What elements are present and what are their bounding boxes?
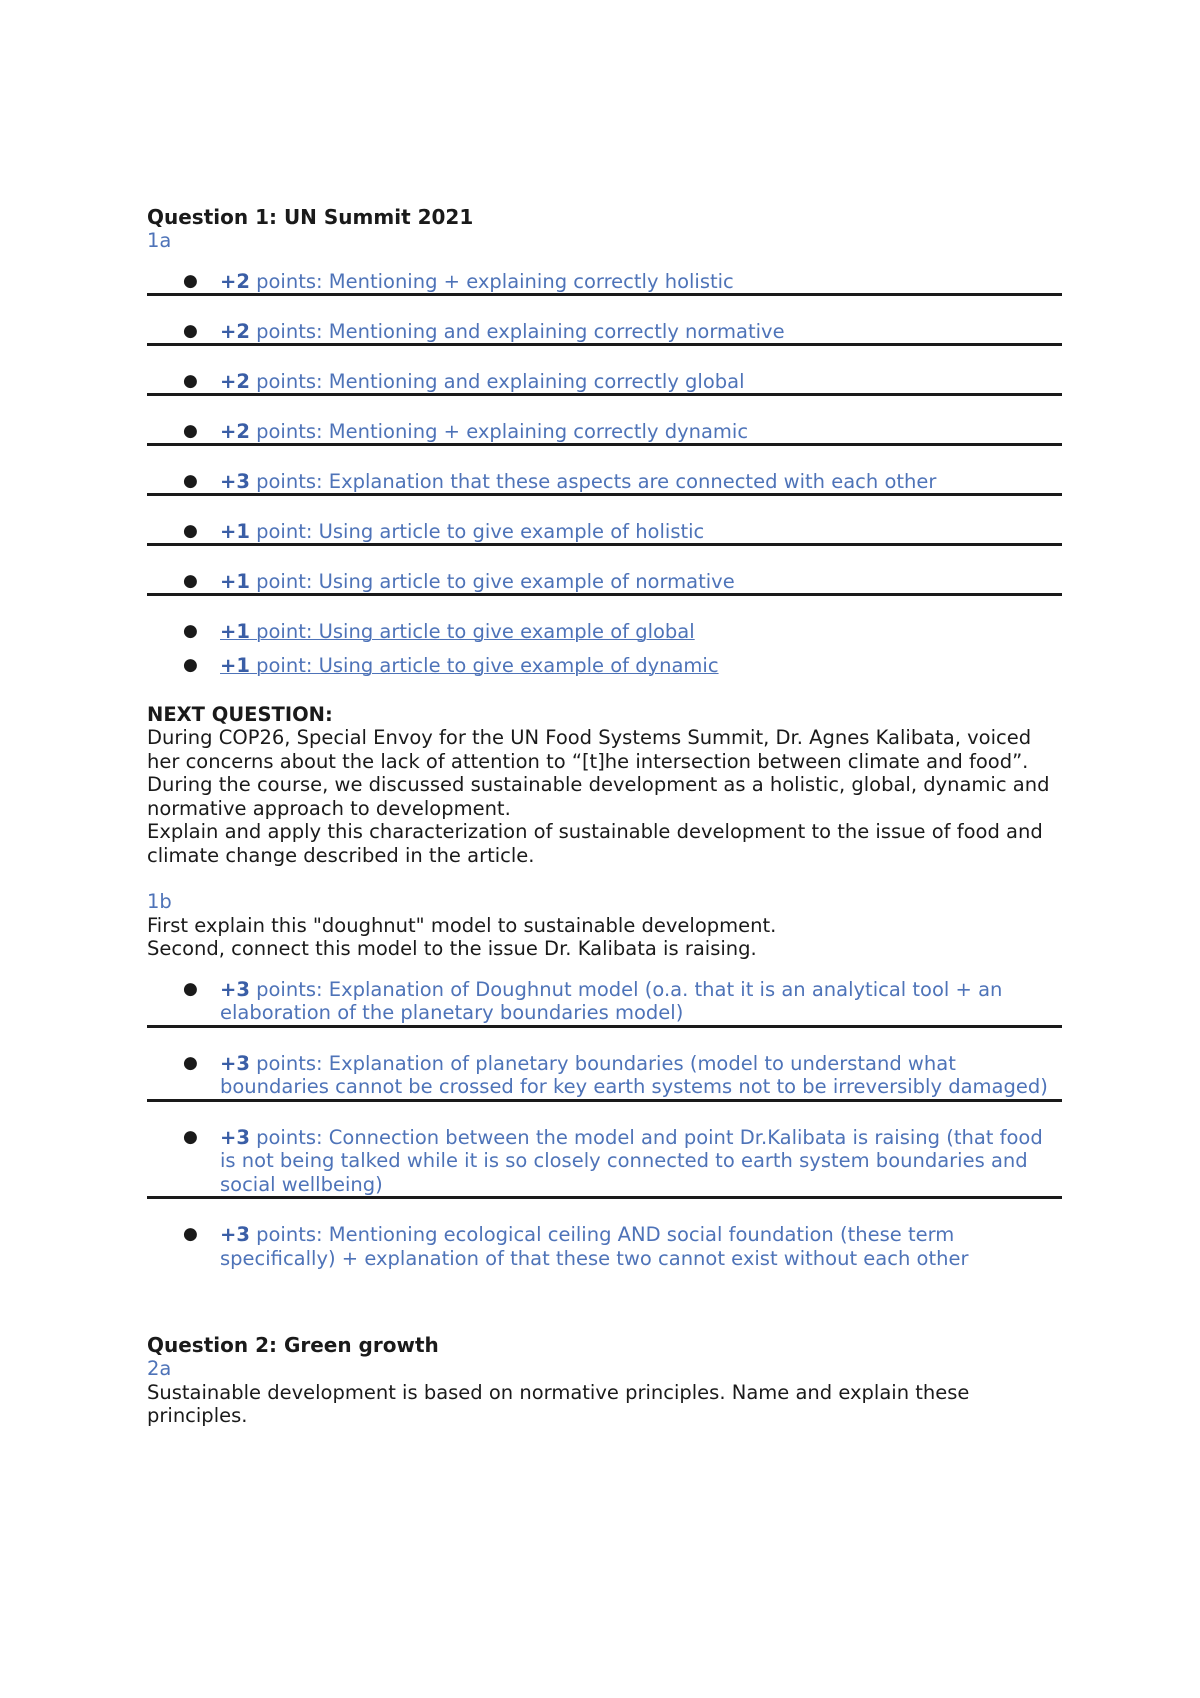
next-question-paragraph: During the course, we discussed sustainable development as a holistic, global, dynamic and normative approach to development. [147, 773, 1050, 820]
criterion-item [147, 320, 1062, 346]
criterion-item [147, 520, 1062, 546]
criterion-item [147, 654, 1062, 677]
criterion-item [147, 370, 1062, 396]
subquestion-1b-paragraph: Second, connect this model to the issue Dr. Kalibata is raising. [147, 937, 757, 960]
bullet-icon: ● [183, 420, 198, 441]
bullet-icon: ● [183, 570, 198, 591]
criterion-points: +1 [220, 569, 250, 593]
criterion-item [147, 1223, 1062, 1270]
question-1-title: Question 1: UN Summit 2021 [147, 205, 474, 229]
subquestion-1b-paragraph: First explain this "doughnut" model to sustainable development. [147, 913, 777, 937]
bullet-icon: ● [183, 1224, 198, 1244]
criterion-text: points: Explanation that these aspects are connected with each other [249, 469, 937, 493]
criterion-text: point: Using article to give example of global [249, 619, 695, 643]
criterion-text: points: Mentioning + explaining correctly dynamic [249, 419, 749, 443]
criterion-points: +1 [220, 619, 250, 643]
criterion-text: point: Using article to give example of dynamic [249, 653, 719, 677]
criterion-text: points: Mentioning and explaining correctly global [249, 369, 745, 393]
bullet-icon: ● [183, 270, 198, 291]
criterion-item [147, 470, 1062, 496]
subquestion-1a-label: 1a [147, 229, 172, 252]
criterion-points: +2 [220, 319, 250, 343]
question-2-title: Question 2: Green growth [147, 1333, 439, 1357]
bullet-icon: ● [183, 470, 198, 491]
subquestion-1b-label: 1b [147, 890, 172, 913]
document-page [147, 205, 1062, 1428]
criterion-points: +3 [220, 1125, 250, 1149]
criterion-item [147, 978, 1062, 1028]
bullet-icon: ● [183, 978, 198, 999]
criterion-text: point: Using article to give example of normative [249, 569, 735, 593]
criterion-text: points: Connection between the model and point Dr.Kalibata is raising (that food is not being talked while it is so closely connected to earth system boundaries and social wellbeing) [220, 1125, 1043, 1196]
criterion-points: +2 [220, 419, 250, 443]
criteria-list-1b [147, 978, 1062, 1271]
bullet-icon: ● [183, 520, 198, 541]
criterion-item [147, 270, 1062, 296]
criterion-points: +3 [220, 1051, 250, 1075]
next-question-paragraph: Explain and apply this characterization of sustainable development to the issue of food and climate change described in the article. [147, 820, 1043, 867]
criteria-list-1a [147, 270, 1062, 677]
criterion-text: points: Mentioning + explaining correctly holistic [249, 269, 734, 293]
criterion-item [147, 1052, 1062, 1102]
criterion-text: points: Explanation of Doughnut model (o.a. that it is an analytical tool + an elaboration of the planetary boundaries model) [220, 977, 1003, 1024]
criterion-points: +2 [220, 269, 250, 293]
criterion-text: points: Mentioning ecological ceiling AND social foundation (these term specifically) + explanation of that these two cannot exist without each other [220, 1223, 969, 1270]
criterion-text: points: Explanation of planetary boundaries (model to understand what boundaries cannot be crossed for key earth systems not to be irreversibly damaged) [220, 1051, 1048, 1098]
criterion-points: +3 [220, 1223, 250, 1246]
subquestion-2a-paragraph: Sustainable development is based on normative principles. Name and explain these principles. [147, 1380, 970, 1427]
next-question-paragraph: During COP26, Special Envoy for the UN Food Systems Summit, Dr. Agnes Kalibata, voiced her concerns about the lack of attention to “[t]he intersection between climate and food”. [147, 726, 1032, 773]
bullet-icon: ● [183, 654, 198, 675]
criterion-points: +3 [220, 469, 250, 493]
next-question-heading: NEXT QUESTION: [147, 702, 333, 726]
bullet-icon: ● [183, 620, 198, 641]
bullet-icon: ● [183, 370, 198, 391]
criterion-item [147, 570, 1062, 596]
criterion-item [147, 420, 1062, 446]
criterion-points: +3 [220, 977, 250, 1001]
criterion-points: +1 [220, 519, 250, 543]
criterion-text: point: Using article to give example of holistic [249, 519, 705, 543]
bullet-icon: ● [183, 1052, 198, 1073]
criterion-item [147, 1126, 1062, 1200]
subquestion-2a-label: 2a [147, 1357, 172, 1380]
criterion-text: points: Mentioning and explaining correctly normative [249, 319, 785, 343]
criterion-item [147, 620, 1062, 643]
criterion-points: +1 [220, 653, 250, 677]
bullet-icon: ● [183, 320, 198, 341]
bullet-icon: ● [183, 1126, 198, 1147]
criterion-points: +2 [220, 369, 250, 393]
